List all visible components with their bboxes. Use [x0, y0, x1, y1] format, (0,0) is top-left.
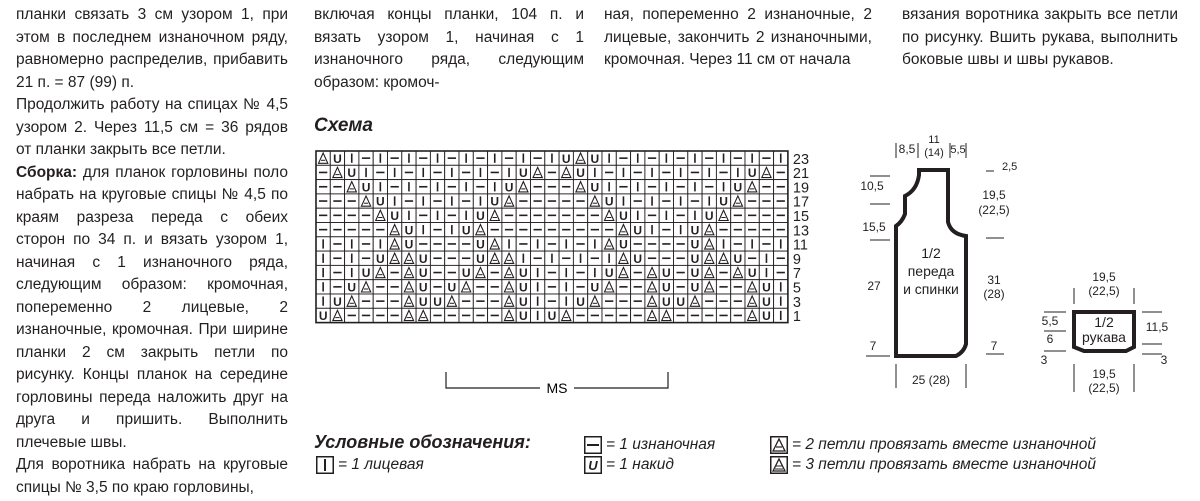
- svg-text:U: U: [461, 223, 471, 238]
- yarn-over-symbol-icon: [584, 456, 602, 474]
- svg-text:U: U: [347, 166, 357, 181]
- legend-item-knit: [584, 436, 715, 454]
- dimension-label: 6: [1046, 332, 1054, 346]
- svg-text:U: U: [662, 280, 671, 295]
- row-number: 15: [792, 209, 810, 225]
- svg-text:U: U: [762, 309, 771, 324]
- dimension-label: 25 (28): [911, 373, 951, 387]
- dimension-label: 5,5: [1041, 314, 1059, 328]
- paragraph: планки связать 3 см узором 1, при этом в последнем изнаночном ряду, равномерно распределив, прибавить 21 п. = 87 (99) п.: [16, 6, 288, 91]
- row-number: 5: [792, 280, 801, 297]
- svg-text:U: U: [390, 209, 399, 223]
- purl-symbol-icon: [316, 456, 334, 474]
- svg-text:U: U: [604, 266, 614, 281]
- svg-text:U: U: [504, 180, 514, 195]
- svg-text:U: U: [418, 294, 428, 309]
- svg-text:U: U: [704, 209, 714, 223]
- dimension-label: 19,5: [1092, 367, 1116, 381]
- dimension-label: 11,5: [1145, 320, 1169, 334]
- legend-item-k2tog: [770, 436, 1096, 454]
- dimension-label: 15,5: [862, 220, 886, 234]
- dimension-label: 27: [867, 279, 881, 293]
- dimension-label: (22,5): [1088, 381, 1120, 395]
- row-number: 21: [792, 166, 810, 183]
- dimension-label: 19,5: [1092, 270, 1116, 284]
- svg-text:U: U: [418, 266, 428, 281]
- svg-text:U: U: [461, 266, 471, 281]
- dimension-label: 11: [928, 134, 940, 146]
- svg-text:U: U: [404, 223, 414, 238]
- legend-text: = 1 лицевая: [338, 456, 424, 473]
- sleeve-label: рукава: [1082, 329, 1126, 345]
- dimension-label: 19,5: [982, 188, 1006, 202]
- svg-text:U: U: [747, 166, 757, 181]
- dimension-label: 3: [1160, 353, 1168, 367]
- svg-text:U: U: [476, 251, 485, 266]
- svg-text:U: U: [333, 294, 342, 309]
- dimension-label: (22,5): [1088, 284, 1120, 298]
- row-number: 13: [792, 223, 810, 240]
- legend-item-purl: [316, 456, 424, 474]
- front-back-schematic: [860, 134, 1017, 388]
- svg-text:U: U: [633, 251, 643, 266]
- legend-item-yarn-over: [584, 456, 674, 474]
- legend-text: = 3 петли провязать вместе изнаночной: [792, 456, 1096, 473]
- svg-text:U: U: [619, 237, 628, 252]
- svg-text:U: U: [476, 237, 485, 252]
- dimension-label: 2,5: [1002, 161, 1018, 173]
- svg-text:U: U: [519, 266, 528, 281]
- svg-text:U: U: [519, 166, 528, 181]
- paragraph: Продолжить работу на спицах № 4,5 узором 2. Через 11,5 см = 36 рядов от планки закрыть все петли.: [16, 96, 288, 158]
- dimension-label: 10,5: [860, 179, 884, 193]
- legend-text: = 1 накид: [606, 456, 674, 473]
- dimension-label: 31: [987, 273, 1001, 287]
- svg-text:U: U: [318, 309, 328, 324]
- paragraph-lead: Сборка:: [16, 163, 78, 181]
- svg-text:U: U: [619, 209, 628, 223]
- dimension-label: 7: [990, 339, 998, 353]
- paragraph: включая концы планки, 104 п. и вязать узором 1, начиная с 1 изнаночного ряда, следующим образом: кромоч-: [314, 6, 584, 91]
- row-number: 11: [792, 237, 808, 254]
- svg-text:U: U: [519, 280, 528, 295]
- dimension-label: 5,5: [950, 144, 966, 156]
- svg-text:U: U: [590, 151, 600, 166]
- svg-text:U: U: [762, 280, 771, 295]
- svg-text:U: U: [633, 223, 643, 238]
- svg-text:U: U: [733, 180, 743, 195]
- svg-text:U: U: [576, 166, 585, 181]
- sleeve-label: 1/2: [1094, 314, 1114, 330]
- paragraph: Для воротника набрать на круговые спицы № 3,5 по краю горловины,: [16, 456, 288, 496]
- svg-text:U: U: [733, 251, 743, 266]
- dimension-label: 7: [869, 339, 877, 353]
- svg-text:U: U: [662, 294, 671, 309]
- sleeve-schematic: [1041, 270, 1169, 395]
- dimension-label: (28): [983, 287, 1005, 301]
- svg-text:U: U: [418, 251, 428, 266]
- svg-text:U: U: [519, 294, 528, 309]
- dimension-label: 3: [1040, 353, 1048, 367]
- scheme-title: Схема: [314, 115, 374, 136]
- svg-text:U: U: [476, 209, 485, 223]
- k3tog-symbol-icon: [770, 456, 788, 474]
- svg-text:U: U: [347, 280, 357, 295]
- svg-text:U: U: [519, 309, 528, 324]
- svg-text:U: U: [361, 180, 371, 195]
- svg-text:U: U: [404, 237, 414, 252]
- paragraph: Сборка: для планок горловины поло набрать на круговые спицы № 4,5 по краям разреза переда с обеих сторон по 34 п. и вязать узором 1, начиная с 1 изнаночного ряда, следующим образом: кромочная, попеременно 2 лицевые, 2 изнаночные, кромочная. При ширине планки 2 см закрыть петли по рисунку. Концы планок на середине горловины переда наложить друг на друга и пришить. Выполнить плечевые швы.: [16, 163, 288, 451]
- legend-item-k3tog: [770, 456, 1096, 474]
- svg-text:U: U: [719, 194, 728, 209]
- svg-text:U: U: [361, 266, 371, 281]
- row-number: 23: [792, 151, 810, 168]
- svg-text:U: U: [747, 266, 757, 281]
- svg-text:U: U: [676, 294, 685, 309]
- svg-text:U: U: [333, 151, 342, 166]
- legend-title: Условные обозначения:: [314, 432, 531, 452]
- dimension-label: 8,5: [898, 142, 916, 156]
- front-back-label: 1/2: [921, 245, 941, 261]
- svg-text:U: U: [376, 251, 385, 266]
- svg-text:U: U: [590, 180, 600, 195]
- svg-text:U: U: [588, 458, 598, 473]
- dimension-label: (14): [924, 147, 944, 159]
- legend-text: = 1 изнаночная: [606, 436, 716, 453]
- svg-text:U: U: [490, 194, 500, 209]
- svg-text:U: U: [690, 280, 700, 295]
- svg-text:U: U: [690, 237, 700, 252]
- svg-text:U: U: [418, 280, 428, 295]
- svg-text:U: U: [576, 294, 585, 309]
- svg-text:U: U: [376, 194, 385, 209]
- svg-text:U: U: [433, 294, 442, 309]
- knit-symbol-icon: [584, 436, 602, 454]
- svg-text:U: U: [662, 266, 671, 281]
- svg-text:U: U: [590, 280, 600, 295]
- svg-text:U: U: [447, 280, 457, 295]
- front-back-label: и спинки: [903, 281, 959, 297]
- svg-text:U: U: [561, 151, 571, 166]
- legend-text: = 2 петли провязать вместе изнаночной: [792, 436, 1096, 453]
- paragraph: вязания воротника закрыть все петли по рисунку. Вшить рукава, выполнить боковые швы и швы рукавов.: [902, 6, 1178, 68]
- svg-text:U: U: [604, 194, 614, 209]
- row-number: 3: [792, 294, 801, 311]
- row-number: 1: [792, 309, 801, 326]
- front-back-label: переда: [907, 263, 955, 279]
- svg-text:U: U: [762, 294, 771, 309]
- k2tog-symbol-icon: [770, 436, 788, 454]
- paragraph: ная, попеременно 2 изнаночные, 2 лицевые, закончить 2 изнаночными, кромочная. Через 11 см от начала: [604, 6, 872, 68]
- row-number: 19: [792, 180, 810, 197]
- svg-text:U: U: [690, 251, 700, 266]
- row-number: 9: [792, 251, 801, 268]
- ms-label: MS: [546, 380, 568, 396]
- svg-text:U: U: [547, 309, 557, 324]
- svg-text:U: U: [690, 266, 700, 281]
- dimension-label: (22,5): [978, 203, 1010, 217]
- row-number: 7: [792, 266, 801, 283]
- svg-text:U: U: [690, 223, 700, 238]
- row-number: 17: [792, 194, 810, 211]
